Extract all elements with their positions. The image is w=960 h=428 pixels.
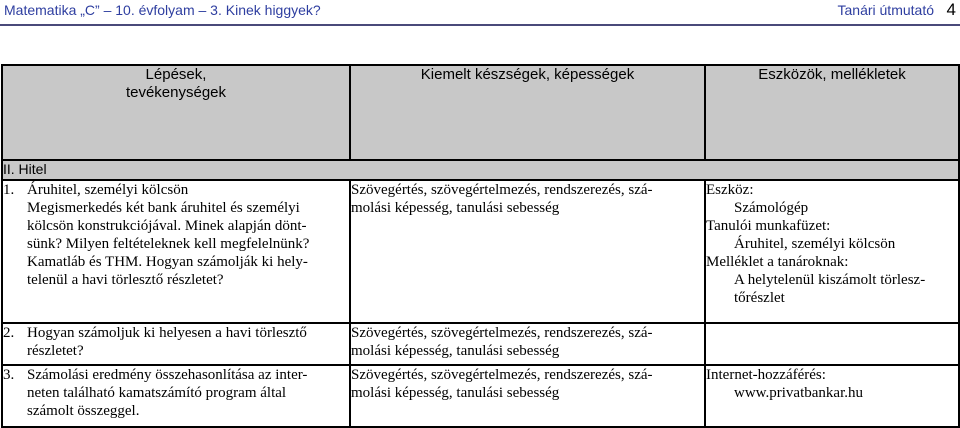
skill-line: molási képesség, tanulási sebesség xyxy=(351,343,560,359)
column-header-steps xyxy=(2,65,350,160)
tool-label: Tanulói munkafüzet: xyxy=(706,218,831,234)
step-cell xyxy=(2,180,350,323)
step-cell xyxy=(2,365,350,427)
step-cell xyxy=(2,323,350,365)
step-line: neten található kamatszámító program által xyxy=(27,385,287,401)
skill-line: Szövegértés, szövegértelmezés, rendszerezés, szá- xyxy=(351,367,653,383)
tool-item: Áruhitel, személyi kölcsön xyxy=(734,236,896,252)
step-line: Áruhitel, személyi kölcsön xyxy=(27,182,189,198)
tool-item: Számológép xyxy=(734,200,809,216)
column-header-steps-line1: Lépések, xyxy=(145,66,207,83)
step-line: Kamatláb és THM. Hogyan számolják ki hely- xyxy=(27,254,308,270)
section-row xyxy=(2,160,959,180)
tool-cell xyxy=(705,365,959,427)
header-subtitle: Tanári útmutató xyxy=(837,2,934,18)
column-header-row xyxy=(2,65,959,160)
skill-line: Szövegértés, szövegértelmezés, rendszerezés, szá- xyxy=(351,325,653,341)
skill-line: molási képesség, tanulási sebesség xyxy=(351,385,560,401)
skill-cell xyxy=(350,180,705,323)
header-divider xyxy=(0,24,960,26)
skill-line: Szövegértés, szövegértelmezés, rendszerezés, szá- xyxy=(351,182,653,198)
skill-line: molási képesség, tanulási sebesség xyxy=(351,200,560,216)
section-title: II. Hitel xyxy=(2,160,959,180)
tool-label: Internet-hozzáférés: xyxy=(706,367,826,383)
step-line: sünk? Milyen feltételeknek kell megfelelnünk? xyxy=(27,236,310,252)
step-number: 2. xyxy=(3,325,15,341)
tool-item: www.privatbankar.hu xyxy=(734,385,863,401)
page-header xyxy=(0,0,960,26)
table-row xyxy=(2,323,959,365)
tool-label: Eszköz: xyxy=(706,182,754,198)
step-number: 1. xyxy=(3,182,15,198)
step-line: számolt összeggel. xyxy=(27,403,140,419)
header-title: Matematika „C” – 10. évfolyam – 3. Kinek higgyek? xyxy=(4,2,321,18)
step-line: Számolási eredmény összehasonlítása az inter- xyxy=(27,367,308,383)
tool-cell xyxy=(705,180,959,323)
tool-cell xyxy=(705,323,959,365)
step-line: részletet? xyxy=(27,343,84,359)
tool-item: A helytelenül kiszámolt törlesz- xyxy=(734,272,926,288)
page-number: 4 xyxy=(946,0,956,19)
step-line: Hogyan számoljuk ki helyesen a havi törlesztő xyxy=(27,325,307,341)
step-line: Megismerkedés két bank áruhitel és személyi xyxy=(27,200,300,216)
column-header-skills: Kiemelt készségek, képességek xyxy=(350,65,705,160)
skill-cell xyxy=(350,365,705,427)
tool-item: tőrészlet xyxy=(734,290,785,306)
table-row xyxy=(2,180,959,323)
step-line: kölcsön konstrukciójával. Minek alapján dönt- xyxy=(27,218,307,234)
table-row xyxy=(2,365,959,427)
column-header-steps-line2: tevékenységek xyxy=(125,84,227,101)
tool-label: Melléklet a tanároknak: xyxy=(706,254,849,270)
step-number: 3. xyxy=(3,367,15,383)
skill-cell xyxy=(350,323,705,365)
lesson-table xyxy=(1,64,960,428)
column-header-tools: Eszközök, mellékletek xyxy=(705,65,959,160)
step-line: telenül a havi törlesztő részletet? xyxy=(27,272,224,288)
